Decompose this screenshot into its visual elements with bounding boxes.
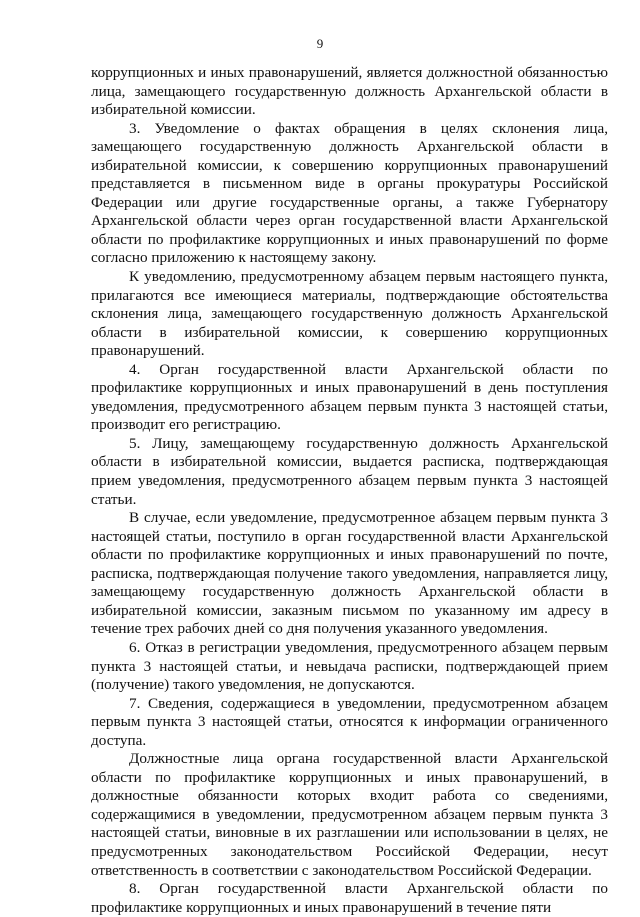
paragraph-item-7-officials: Должностные лица органа государственной власти Архангельской области по профилактике коррупционных и иных правонарушений, в должностные обязанности которых входит работа со сведениями, содержащимися в уведомлении, предусмотренном абзацем первым пункта 3 настоящей статьи, виновные в их разглашении или использовании в целях, не предусмотренных законодательством Российской Федерации, несут ответственность в соответствии с законодательством Российской Федерации. [91,750,608,879]
paragraph-item-3-attachments: К уведомлению, предусмотренному абзацем первым настоящего пункта, прилагаются все имеющиеся материалы, подтверждающие обстоятельства склонения лица, замещающего государственную должность Архангельской области в избирательной комиссии, к совершению коррупционных правонарушений. [91,268,608,360]
paragraph-item-3: 3. Уведомление о фактах обращения в целях склонения лица, замещающего государственную должность Архангельской области в избирательной комиссии, к совершению коррупционных правонарушений представляется в письменном виде в органы прокуратуры Российской Федерации или другие государственные органы, а также Губернатору Архангельской области через орган государственной власти Архангельской области по профилактике коррупционных и иных правонарушений по форме согласно приложению к настоящему закону. [91,119,608,267]
paragraph-item-5: 5. Лицу, замещающему государственную должность Архангельской области в избирательной комиссии, выдается расписка, подтверждающая прием уведомления, предусмотренного абзацем первым пункта 3 настоящей статьи. [91,434,608,508]
paragraph-item-6: 6. Отказ в регистрации уведомления, предусмотренного абзацем первым пункта 3 настоящей статьи, и невыдача расписки, подтверждающей прием (получение) такого уведомления, не допускаются. [91,638,608,694]
document-body [91,64,608,917]
paragraph-item-8: 8. Орган государственной власти Архангельской области по профилактике коррупционных и иных правонарушений в течение пяти [91,880,608,916]
paragraph-continuation: коррупционных и иных правонарушений, является должностной обязанностью лица, замещающего государственную должность Архангельской области в избирательной комиссии. [91,64,608,119]
page-number: 9 [316,36,324,51]
paragraph-item-5-mail: В случае, если уведомление, предусмотренное абзацем первым пункта 3 настоящей статьи, поступило в орган государственной власти Архангельской области по профилактике коррупционных и иных правонарушений по почте, расписка, подтверждающая получение такого уведомления, направляется лицу, замещающему государственную должность Архангельской области в избирательной комиссии, заказным письмом по указанному им адресу в течение трех рабочих дней со дня получения указанного уведомления. [91,509,608,638]
paragraph-item-7: 7. Сведения, содержащиеся в уведомлении, предусмотренном абзацем первым пункта 3 настоящей статьи, относятся к информации ограниченного доступа. [91,694,608,749]
paragraph-item-4: 4. Орган государственной власти Архангельской области по профилактике коррупционных и иных правонарушений в день поступления уведомления, предусмотренного абзацем первым пункта 3 настоящей статьи, производит его регистрацию. [91,360,608,434]
